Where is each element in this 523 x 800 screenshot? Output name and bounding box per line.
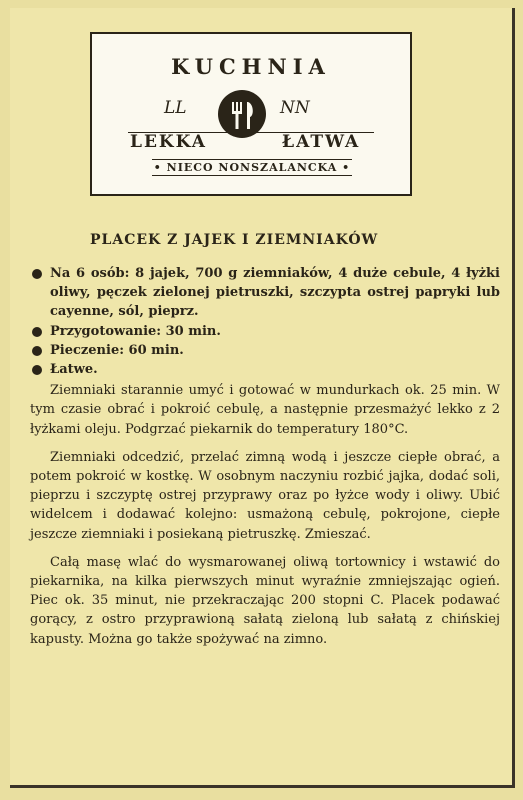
- difficulty-text: Łatwe.: [50, 362, 98, 378]
- logo-word-left: LEKKA: [130, 132, 207, 152]
- bullet-icon: [32, 346, 42, 356]
- recipe-title: PLACEK Z JAJEK I ZIEMNIAKÓW: [90, 232, 379, 248]
- bullet-icon: [32, 269, 42, 279]
- logo-subtitle: • NIECO NONSZALANCKA •: [153, 161, 351, 174]
- prep-time-item: [30, 322, 500, 341]
- logo-word-right: ŁATWA: [282, 132, 361, 152]
- difficulty-item: [30, 360, 500, 379]
- logo-script-left: LL: [164, 98, 187, 118]
- prep-time-text: Przygotowanie: 30 min.: [50, 323, 221, 339]
- logo-script-right: NN: [280, 98, 310, 118]
- ingredients-item: [30, 264, 500, 322]
- recipe-body: [30, 264, 500, 658]
- bullet-icon: [32, 365, 42, 375]
- bake-time-text: Pieczenie: 60 min.: [50, 342, 184, 358]
- instructions-paragraph: Ziemniaki odcedzić, przelać zimną wodą i jeszcze ciepłe obrać, a potem pokroić w kostkę. W osobnym naczyniu rozbić jajka, dodać soli, pieprzu i szczyptę ostrej przyprawy oraz po łyżce wody i oliwy. Ubić widelcem i dodawać kolejno: usmażoną cebulę, pokrojone, ciepłe jeszcze ziemniaki i posiekaną pietruszkę. Zmieszać.: [30, 449, 500, 542]
- logo-title: KUCHNIA: [171, 54, 331, 79]
- section-logo: [90, 32, 412, 196]
- instructions-paragraph: Ziemniaki starannie umyć i gotować w mundurkach ok. 25 min. W tym czasie obrać i pokroić cebulę, a następnie przesmażyć lekko z 2 łyżkami oleju. Podgrzać piekarnik do temperatury 180°C.: [30, 383, 500, 437]
- bake-time-item: [30, 341, 500, 360]
- ingredients-text: Na 6 osób: 8 jajek, 700 g ziemniaków, 4 duże cebule, 4 łyżki oliwy, pęczek zielonej pietruszki, szczypta ostrej papryki lub cayenne, sól, pieprz.: [50, 266, 500, 320]
- instructions-paragraph: Całą masę wlać do wysmarowanej oliwą tortownicy i wstawić do piekarnika, na kilka pierwszych minut wyraźnie zmniejszając ogień. Piec ok. 35 minut, nie przekraczając 200 stopni C. Placek podawać gorący, z ostro przyprawioną sałatą zieloną lub sałatą z chińskiej kapusty. Można go także spożywać na zimno.: [30, 554, 500, 647]
- bullet-icon: [32, 327, 42, 337]
- fork-knife-icon: [218, 90, 266, 138]
